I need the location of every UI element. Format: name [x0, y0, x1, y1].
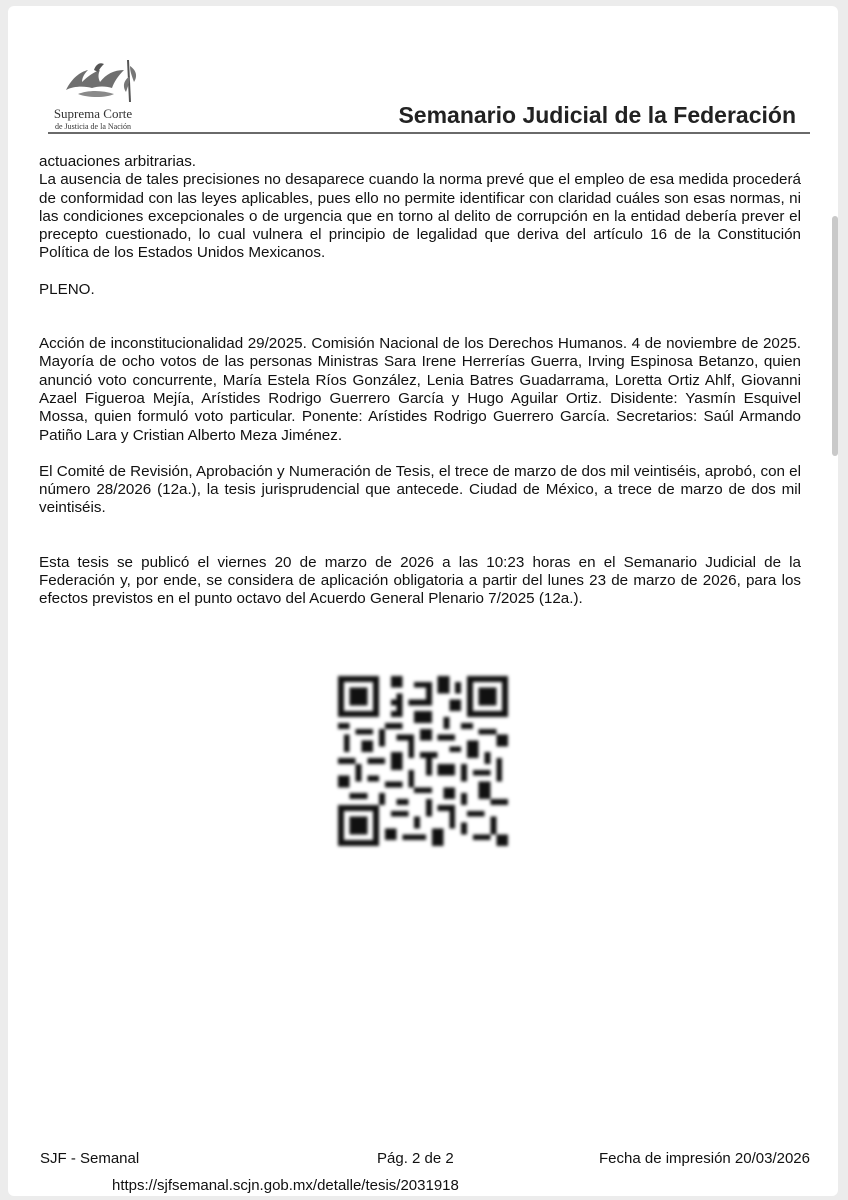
page-title: Semanario Judicial de la Federación: [398, 102, 796, 128]
paragraph-publication: Esta tesis se publicó el viernes 20 de marzo de 2026 a las 10:23 horas en el Semanario Judicial de la Federación y, por ende, se considera de aplicación obligatoria a partir del lunes 23 de marzo de 2026, para los efectos previstos en el punto octavo del Acuerdo General Plenario 7/2025 (12a.).: [39, 553, 801, 608]
eagle-seal-icon: [58, 56, 144, 106]
footer-source: SJF - Semanal: [40, 1150, 140, 1167]
paragraph-precedent: Acción de inconstitucionalidad 29/2025. Comisión Nacional de los Derechos Humanos. 4 de noviembre de 2025. Mayoría de ocho votos de las personas Ministras Sara Irene Herrerías Guerra, Irving Espinosa Betanzo, quien anunció voto concurrente, María Estela Ríos González, Lenia Batres Guadarrama, Loretta Ortiz Ahlf, Giovanni Azael Figueroa Mejía, Arístides Rodrigo Guerrero García y Hugo Aguilar Ortiz. Disidente: Yasmín Esquivel Mossa, quien formuló voto particular. Ponente: Arístides Rodrigo Guerrero García. Secretarios: Saúl Armando Patiño Lara y Cristian Alberto Meza Jiménez.: [39, 335, 801, 444]
scrollbar[interactable]: [832, 216, 838, 456]
qr-code-icon[interactable]: [338, 676, 508, 846]
institution-name: Suprema Corte: [53, 106, 133, 121]
footer-print-date: Fecha de impresión 20/03/2026: [599, 1150, 810, 1167]
paragraph-committee: El Comité de Revisión, Aprobación y Numeración de Tesis, el trece de marzo de dos mil veintiséis, aprobó, con el número 28/2026 (12a.), la tesis jurisprudencial que antecede. Ciudad de México, a trece de marzo de dos mil veintiséis.: [39, 462, 801, 517]
footer-url-link[interactable]: https://sjfsemanal.scjn.gob.mx/detalle/tesis/2031918: [112, 1177, 459, 1194]
footer-page-number: Pág. 2 de 2: [377, 1150, 454, 1167]
court-logo: [48, 56, 148, 136]
paragraph-legal-reasoning: La ausencia de tales precisiones no desaparece cuando la norma prevé que el empleo de esa medida procederá de conformidad con las leyes aplicables, pues ello no permite identificar con claridad cuáles son esas normas, ni las condiciones excepcionales o de urgencia que en torno al delito de corrupción en la entidad debería prever el precepto cuestionado, lo cual vulnera el principio de legalidad que deriva del artículo 16 de la Constitución Política de los Estados Unidos Mexicanos.: [39, 171, 801, 262]
header-divider: [48, 132, 810, 134]
document-body: [39, 153, 801, 609]
paragraph-continuation: actuaciones arbitrarias.: [39, 153, 197, 170]
institution-subtitle: de Justicia de la Nación: [55, 122, 131, 131]
court-body-label: PLENO.: [39, 280, 95, 298]
